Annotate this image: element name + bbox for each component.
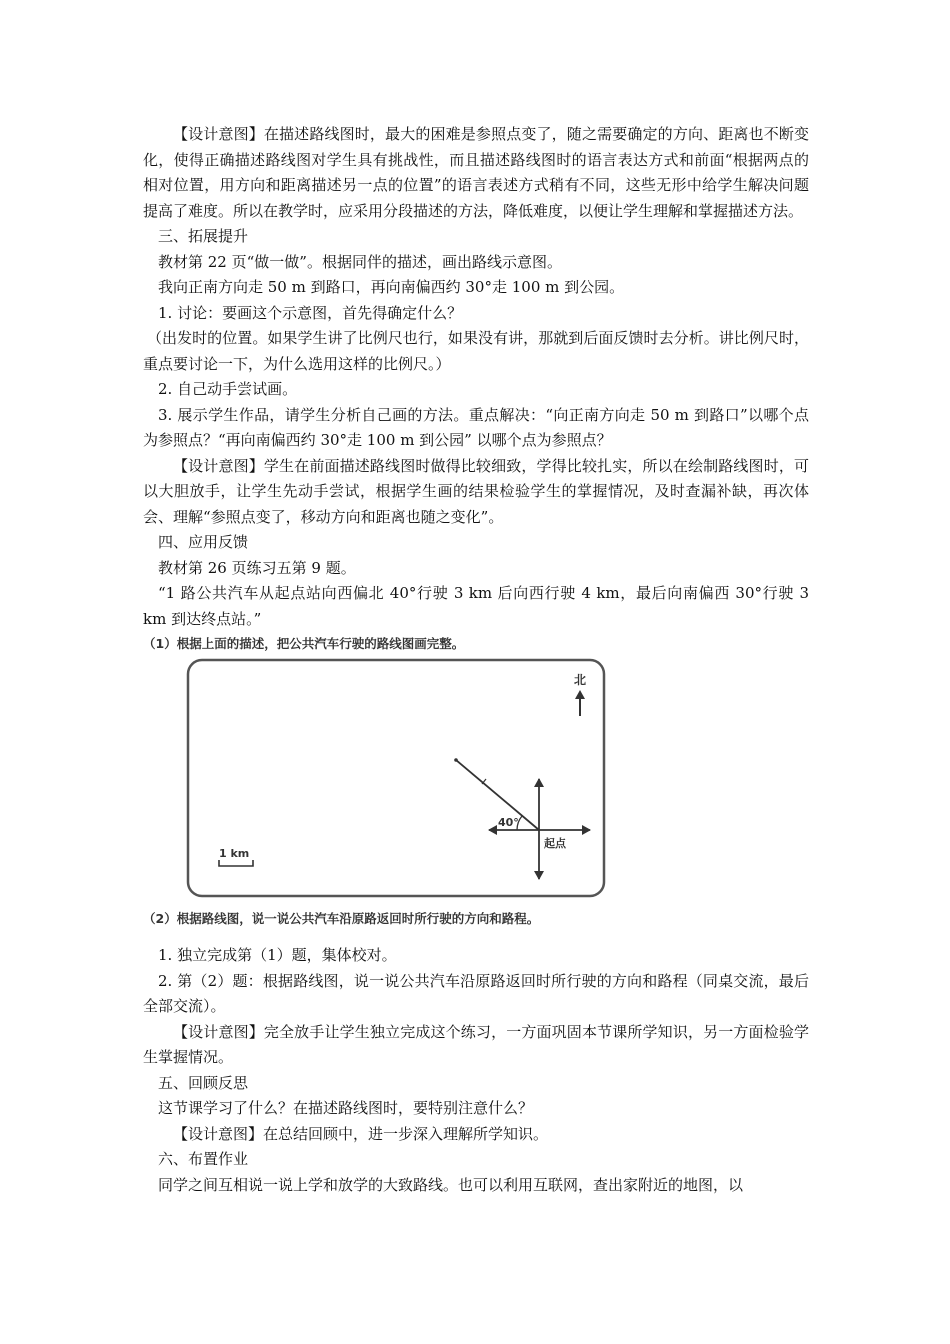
design-intent-paragraph-2: 【设计意图】学生在前面描述路线图时做得比较细致，学得比较扎实，所以在绘制路线图时，可以大胆放手，让学生先动手尝试，根据学生画的结果检验学生的掌握情况，及时查漏补缺，再次体会、理解“参照点变了，移动方向和距离也随之变化”。 xyxy=(143,456,809,526)
map-frame xyxy=(188,660,604,896)
scale-bar xyxy=(219,860,253,866)
route-map-svg xyxy=(143,654,809,909)
section-heading-homework: 六、布置作业 xyxy=(158,1150,249,1168)
figure-caption-top: （1）根据上面的描述，把公共汽车行驶的路线图画完整。 xyxy=(143,636,465,651)
step-complete-2: 2. 第（2）题：根据路线图，说一说公共汽车沿原路返回时所行驶的方向和路程（同桌交流，最后全部交流）。 xyxy=(143,971,809,1015)
section-heading-extend: 三、拓展提升 xyxy=(158,227,249,245)
design-intent-paragraph-1: 【设计意图】在描述路线图时，最大的困难是参照点变了，随之需要确定的方向、距离也不断变化，使得正确描述路线图对学生具有挑战性，而且描述路线图时的语言表达方式和前面“根据两点的相对位置，用方向和距离描述另一点的位置”的语言表述方式稍有不同，这些无形中给学生解决问题提高了难度。所以在教学时，应采用分段描述的方法，降低难度，以便让学生理解和掌握描述方法。 xyxy=(143,125,809,220)
design-intent-paragraph-3: 【设计意图】完全放手让学生独立完成这个练习，一方面巩固本节课所学知识，另一方面检验学生掌握情况。 xyxy=(143,1022,809,1066)
axis-right-head xyxy=(582,825,591,835)
angle-label: 40° xyxy=(498,816,519,829)
step-complete-1: 1. 独立完成第（1）题，集体校对。 xyxy=(158,946,397,964)
homework-text: 同学之间互相说一说上学和放学的大致路线。也可以利用互联网，查出家附近的地图，以 xyxy=(158,1175,744,1194)
north-arrow-head xyxy=(575,690,585,699)
start-label: 起点 xyxy=(544,837,566,850)
review-question: 这节课学习了什么？在描述路线图时，要特别注意什么？ xyxy=(158,1099,534,1117)
route-description: 我向正南方向走 50 m 到路口，再向南偏西约 30°走 100 m 到公园。 xyxy=(158,278,625,296)
step-try-drawing: 2. 自己动手尝试画。 xyxy=(158,380,298,398)
section-heading-review: 五、回顾反思 xyxy=(158,1073,249,1092)
axis-up-head xyxy=(534,778,544,787)
design-intent-paragraph-4: 【设计意图】在总结回顾中，进一步深入理解所学知识。 xyxy=(173,1124,549,1143)
bus-route-quote: “1 路公共汽车从起点站向西偏北 40°行驶 3 km 后向西行驶 4 km，最后向南偏西 30°行驶 3 km 到达终点站。” xyxy=(143,584,809,628)
textbook-reference-22: 教材第 22 页“做一做”。根据同伴的描述，画出路线示意图。 xyxy=(158,252,562,271)
axis-down-head xyxy=(534,871,544,880)
north-label: 北 xyxy=(574,673,587,687)
axis-left-head xyxy=(488,825,497,835)
document-page xyxy=(143,122,809,1198)
figure-caption-bottom: （2）根据路线图，说一说公共汽车沿原路返回时所行驶的方向和路程。 xyxy=(143,911,540,926)
step-discuss: 1. 讨论：要画这个示意图，首先得确定什么？ xyxy=(158,303,463,322)
route-figure xyxy=(143,654,809,909)
route-point-end xyxy=(454,758,458,762)
scale-label: 1 km xyxy=(219,847,250,860)
step-discuss-note: （出发时的位置。如果学生讲了比例尺也行，如果没有讲，那就到后面反馈时去分析。讲比例尺时，重点要讨论一下，为什么选用这样的比例尺。） xyxy=(143,329,809,373)
section-heading-apply: 四、应用反馈 xyxy=(158,533,249,551)
textbook-reference-26: 教材第 26 页练习五第 9 题。 xyxy=(158,558,356,577)
step-show-work: 3. 展示学生作品，请学生分析自己画的方法。重点解决：“向正南方向走 50 m 到路口”以哪个点为参照点？“再向南偏西约 30°走 100 m 到公园” 以哪个点为参照点？ xyxy=(143,405,809,449)
